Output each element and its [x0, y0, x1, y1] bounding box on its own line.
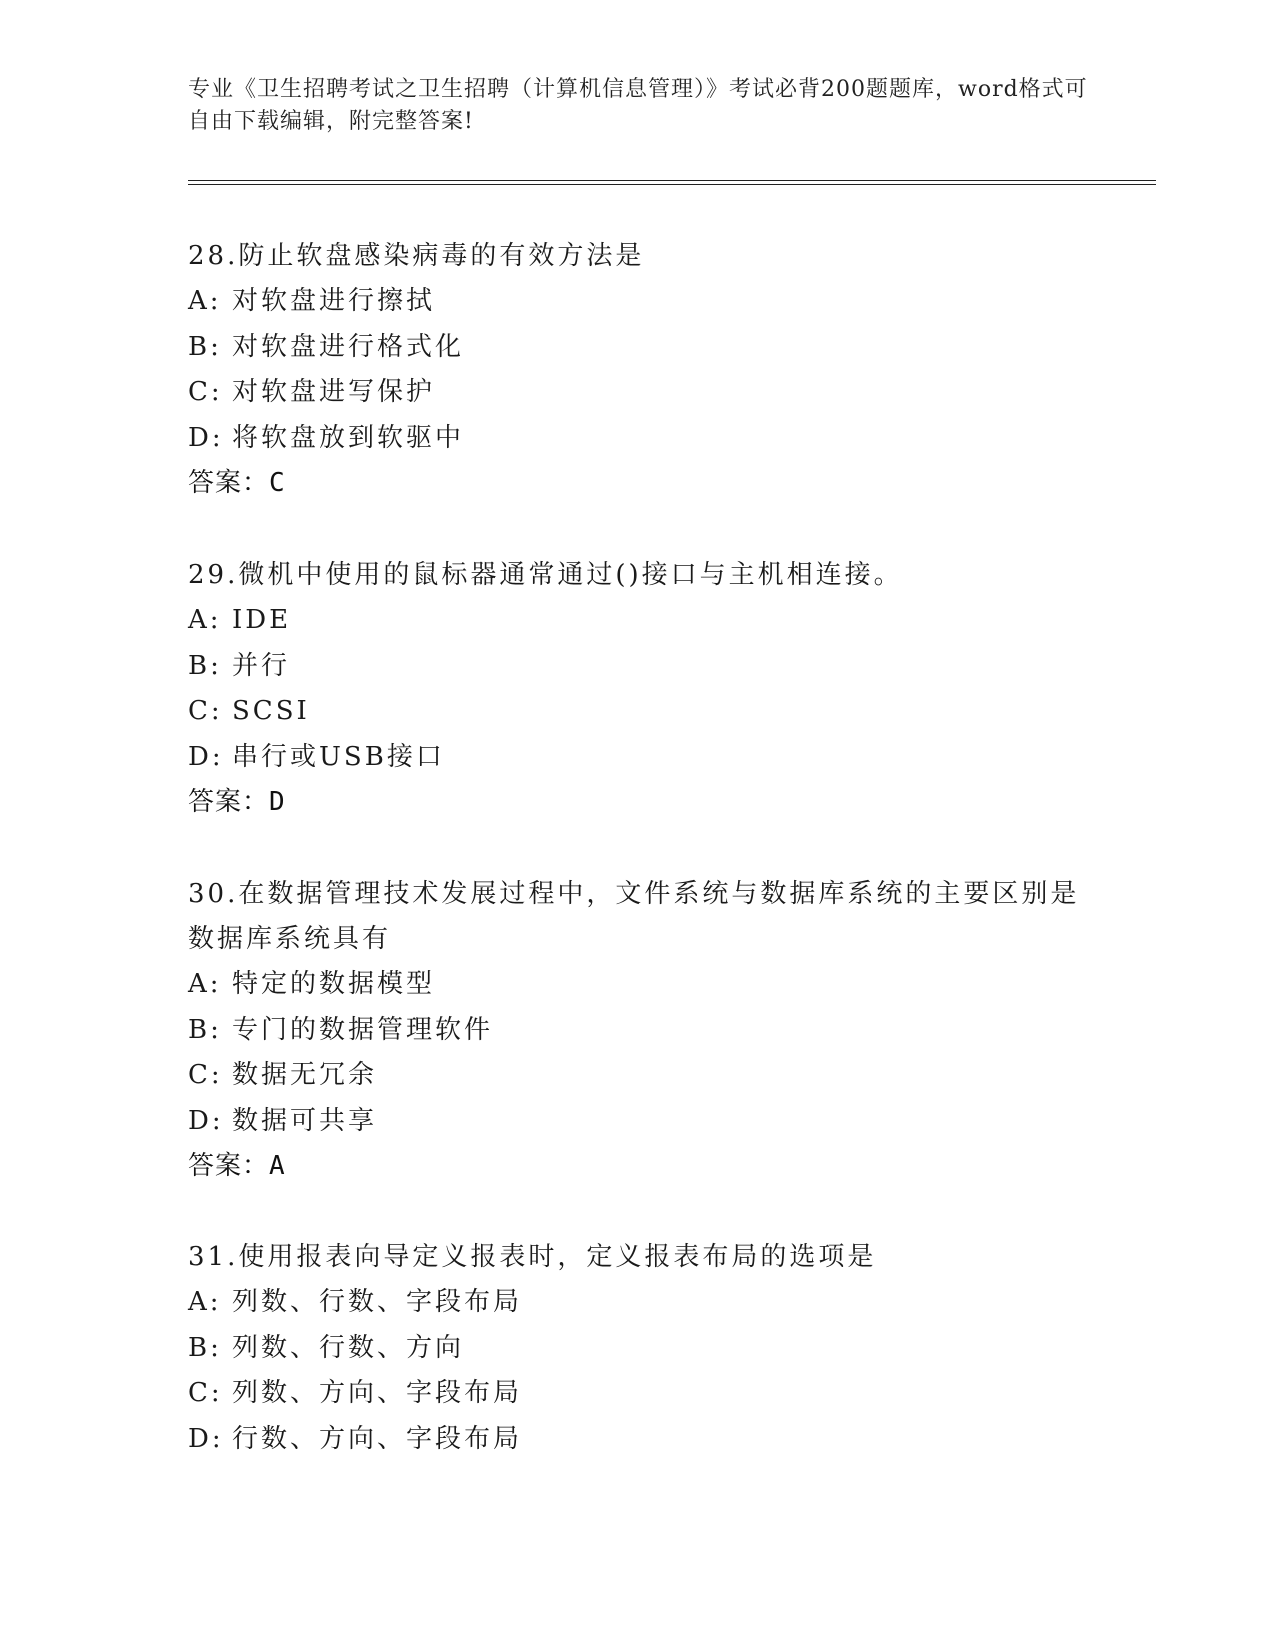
- option-key: D:: [188, 1423, 224, 1454]
- option-key: A:: [188, 1287, 222, 1317]
- option-text: 列数、行数、方向: [232, 1332, 465, 1363]
- option-key: C:: [188, 377, 223, 407]
- option-key: B:: [188, 650, 222, 681]
- document-header: 专业《卫生招聘考试之卫生招聘（计算机信息管理）》考试必背200题题库，word格式可自由下载编辑，附完整答案!: [188, 77, 1088, 134]
- question-number: 30.: [188, 879, 239, 909]
- option-a: [188, 1280, 1088, 1326]
- header-rule-top: [188, 180, 1156, 181]
- option-text: SCSI: [232, 696, 310, 726]
- answer-line: [188, 1144, 1088, 1189]
- answer-value: C: [269, 468, 285, 498]
- option-c: [188, 1371, 1088, 1417]
- question-stem: 防止软盘感染病毒的有效方法是: [238, 241, 645, 271]
- answer-value: A: [269, 1151, 285, 1181]
- option-a: [188, 598, 1088, 644]
- option-b: [188, 644, 1088, 690]
- option-key: B:: [188, 331, 222, 362]
- option-key: D:: [188, 1105, 224, 1136]
- option-text: IDE: [232, 605, 292, 635]
- question-text: [188, 1235, 1088, 1280]
- option-key: A:: [188, 286, 222, 316]
- option-text: 列数、方向、字段布局: [232, 1378, 523, 1408]
- question-28: [188, 234, 1088, 506]
- option-text: 特定的数据模型: [232, 969, 436, 999]
- question-29: [188, 553, 1088, 825]
- option-a: [188, 279, 1088, 325]
- answer-line: [188, 780, 1088, 825]
- option-key: C:: [188, 1060, 223, 1090]
- option-text: 对软盘进行格式化: [232, 331, 465, 362]
- option-text: 并行: [232, 650, 291, 681]
- option-key: D:: [188, 422, 224, 453]
- option-text: 列数、行数、字段布局: [232, 1287, 523, 1317]
- option-key: A:: [188, 605, 222, 635]
- header-rule-bottom: [188, 184, 1156, 185]
- answer-label: 答案：: [188, 787, 270, 817]
- option-text: 数据可共享: [232, 1105, 378, 1136]
- question-stem: 微机中使用的鼠标器通常通过()接口与主机相连接。: [238, 560, 903, 590]
- question-text: [188, 234, 1088, 279]
- option-key: D:: [188, 741, 224, 772]
- option-key: B:: [188, 1014, 222, 1045]
- question-30: [188, 872, 1088, 1189]
- answer-label: 答案：: [188, 468, 270, 498]
- option-b: [188, 1326, 1088, 1372]
- question-stem: 使用报表向导定义报表时，定义报表布局的选项是: [238, 1242, 877, 1272]
- option-d: [188, 735, 1088, 781]
- option-key: C:: [188, 696, 223, 726]
- question-31: [188, 1235, 1088, 1462]
- question-number: 31.: [188, 1242, 239, 1272]
- question-number: 29.: [188, 560, 239, 590]
- option-d: [188, 1417, 1088, 1463]
- option-a: [188, 962, 1088, 1008]
- option-c: [188, 689, 1088, 735]
- option-key: A:: [188, 969, 222, 999]
- question-text: [188, 553, 1088, 598]
- option-c: [188, 370, 1088, 416]
- answer-line: [188, 461, 1088, 506]
- option-text: 将软盘放到软驱中: [232, 422, 465, 453]
- option-d: [188, 1099, 1088, 1145]
- option-text: 对软盘进写保护: [232, 377, 436, 407]
- option-text: 对软盘进行擦拭: [232, 286, 436, 316]
- option-key: C:: [188, 1378, 223, 1408]
- option-text: 专门的数据管理软件: [232, 1014, 494, 1045]
- option-d: [188, 416, 1088, 462]
- question-number: 28.: [188, 241, 239, 271]
- option-b: [188, 325, 1088, 371]
- option-text: 数据无冗余: [232, 1060, 378, 1090]
- option-text: 串行或USB接口: [232, 741, 445, 772]
- option-c: [188, 1053, 1088, 1099]
- option-key: B:: [188, 1332, 222, 1363]
- option-b: [188, 1008, 1088, 1054]
- answer-label: 答案：: [188, 1151, 270, 1181]
- question-stem: 在数据管理技术发展过程中，文件系统与数据库系统的主要区别是数据库系统具有: [188, 879, 1080, 954]
- question-text: [188, 872, 1088, 962]
- option-text: 行数、方向、字段布局: [232, 1423, 523, 1454]
- answer-value: D: [269, 787, 285, 817]
